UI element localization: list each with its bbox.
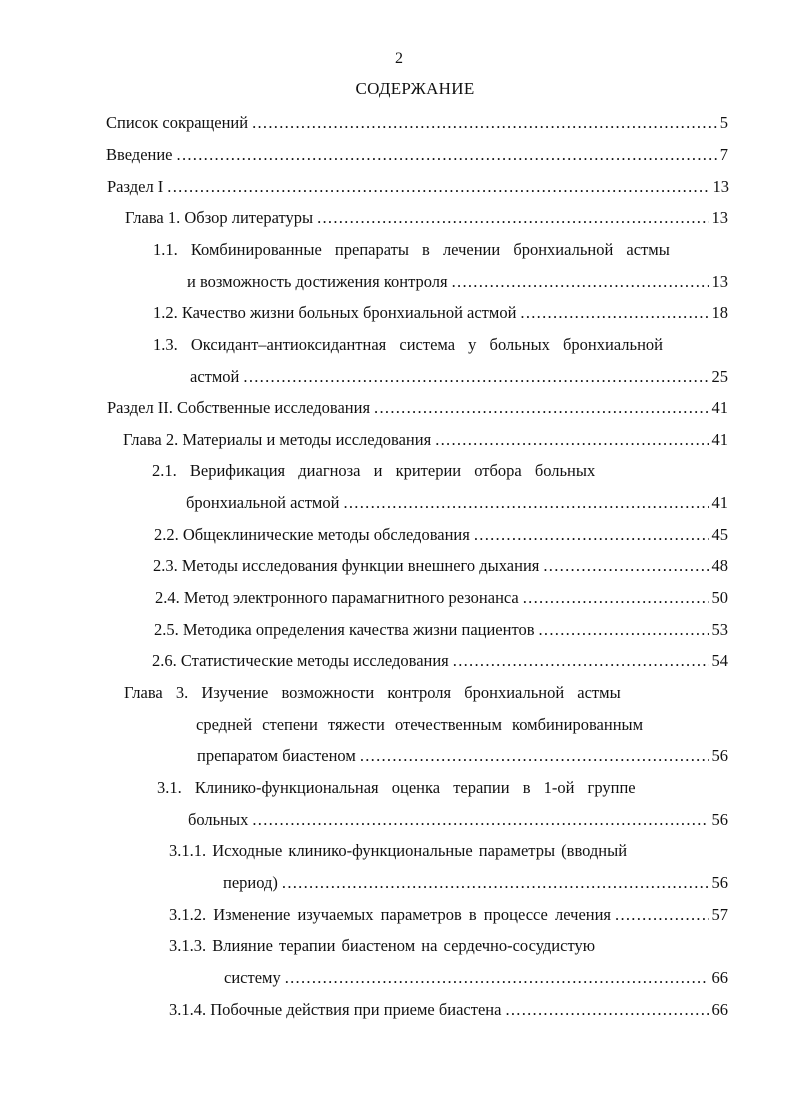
toc-entry-page: 13 (712, 177, 729, 196)
toc-entry (186, 491, 728, 515)
toc-entry-text: Список сокращений (106, 113, 249, 132)
toc-entry-text: астмой (190, 367, 240, 386)
toc-entry (125, 206, 728, 230)
toc-entry-text: Глава 1. Обзор литературы (125, 208, 314, 227)
toc-entry-line1: 3.1.3. Влияние терапии биастеном на сердечно-сосудистую (169, 936, 596, 955)
toc-entry (187, 270, 728, 294)
toc-entry-line1: 2.1. Верификация диагноза и критерии отбора больных (152, 461, 596, 480)
toc-entry-page: 41 (711, 398, 728, 417)
toc-entry-text: 1.2. Качество жизни больных бронхиальной астмой (153, 303, 517, 322)
toc-entry-text: систему (224, 968, 281, 987)
toc-entry-page: 48 (711, 556, 728, 575)
toc-entry-page: 41 (711, 430, 728, 449)
toc-entry (107, 396, 728, 420)
toc-entry-line2: средней степени тяжести отечественным комбинированным (196, 715, 644, 734)
page-number: 2 (395, 50, 403, 67)
toc-entry-page: 18 (711, 303, 728, 322)
toc-entry-page: 13 (711, 208, 728, 227)
toc-entry-page: 57 (711, 905, 728, 924)
toc-entry (169, 903, 728, 927)
toc-entry-page: 56 (711, 746, 728, 765)
toc-entry-page: 66 (711, 968, 728, 987)
toc-entry-text: 3.1.2. Изменение изучаемых параметров в процессе лечения (169, 905, 612, 924)
toc-entry-text: 3.1.4. Побочные действия при приеме биастена (169, 1000, 502, 1019)
toc-entry-text: Глава 2. Материалы и методы исследования (123, 430, 432, 449)
toc-entry-text: 2.4. Метод электронного парамагнитного резонанса (155, 588, 519, 607)
toc-entry (123, 428, 728, 452)
toc-entry (188, 808, 728, 832)
toc-entry-page: 50 (711, 588, 728, 607)
toc-entry-line1: Глава 3. Изучение возможности контроля бронхиальной астмы (124, 683, 621, 702)
toc-entry (153, 301, 728, 325)
toc-entry (169, 998, 728, 1022)
toc-entry-text: Раздел I (107, 177, 164, 196)
toc-entry (154, 523, 728, 547)
toc-entry-page: 53 (711, 620, 728, 639)
toc-entry-text: Раздел II. Собственные исследования (107, 398, 371, 417)
toc-entry-text: Введение (106, 145, 173, 164)
toc-entry-text: бронхиальной астмой (186, 493, 340, 512)
toc-entry (190, 365, 728, 389)
toc-entry (107, 175, 729, 199)
toc-entry-page: 25 (711, 367, 728, 386)
toc-entry (155, 586, 728, 610)
toc-entry-page: 41 (711, 493, 728, 512)
toc-entry-page: 5 (719, 113, 728, 132)
toc-entry-page: 13 (711, 272, 728, 291)
toc-entry (224, 966, 728, 990)
toc-entry-text: 2.5. Методика определения качества жизни пациентов (154, 620, 535, 639)
toc-entry (153, 554, 728, 578)
toc-entry-page: 54 (711, 651, 728, 670)
toc-entry (106, 111, 728, 135)
toc-entry-line1: 1.3. Оксидант–антиоксидантная система у больных бронхиальной (153, 335, 663, 354)
toc-entry-text: 2.2. Общеклинические методы обследования (154, 525, 470, 544)
toc-entry-page: 56 (711, 810, 728, 829)
toc-entry-text: период) (223, 873, 278, 892)
toc-entry-line1: 3.1.1. Исходные клинико-функциональные параметры (вводный (169, 841, 628, 860)
toc-entry-text: препаратом биастеном (197, 746, 356, 765)
toc-entry-text: 2.6. Статистические методы исследования (152, 651, 449, 670)
toc-entry (152, 649, 728, 673)
toc-entry-text: 2.3. Методы исследования функции внешнего дыхания (153, 556, 540, 575)
toc-entry-page: 45 (711, 525, 728, 544)
toc-entry (223, 871, 728, 895)
page-title: СОДЕРЖАНИЕ (355, 79, 475, 98)
toc-entry-page: 7 (719, 145, 728, 164)
toc-entry-line1: 1.1. Комбинированные препараты в лечении бронхиальной астмы (153, 240, 670, 259)
toc-entry (106, 143, 728, 167)
toc-entry-text: больных (188, 810, 249, 829)
toc-entry-text: и возможность достижения контроля (187, 272, 448, 291)
toc-entry-line1: 3.1. Клинико-функциональная оценка терапии в 1-ой группе (157, 778, 636, 797)
toc-entry (154, 618, 728, 642)
toc-entry-page: 66 (711, 1000, 728, 1019)
toc-entry (197, 744, 728, 768)
toc-entry-page: 56 (711, 873, 728, 892)
